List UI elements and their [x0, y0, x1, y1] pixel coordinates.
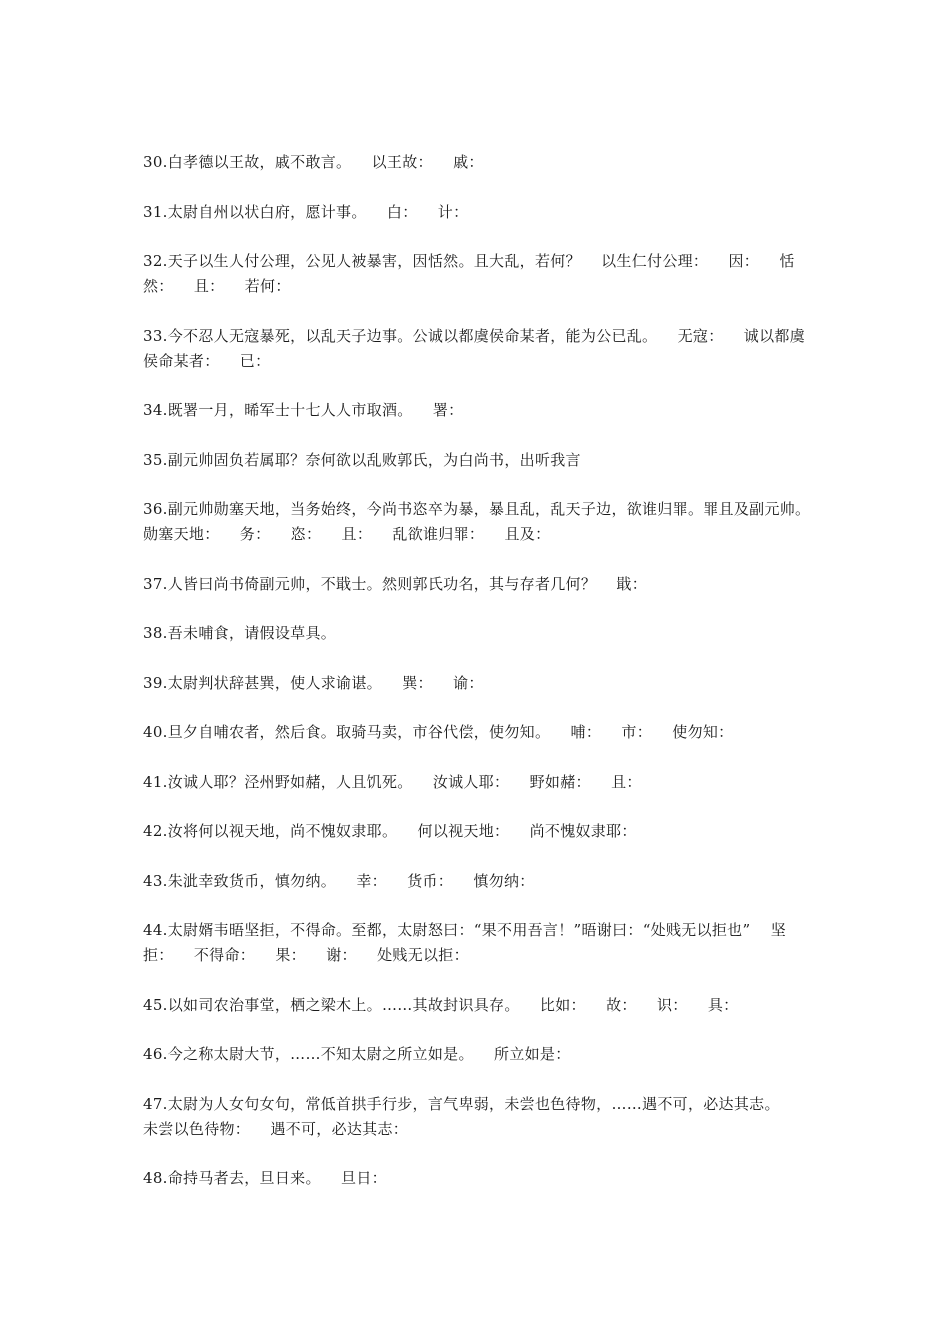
list-item: 42.汝将何以视天地，尚不愧奴隶耶。 何以视天地： 尚不愧奴隶耶： — [143, 822, 637, 840]
list-item: 45.以如司农治事堂，栖之梁木上。……其故封识具存。 比如： 故： 识： 具： — [143, 995, 739, 1014]
list-item: 47.太尉为人女句女句，常低首拱手行步，言气卑弱，未尝也色待物，……遇不可，必达其志。 未尝以色待物： 遇不可，必达其志： — [143, 1094, 801, 1138]
list-item: 34.既署一月，晞军士十七人人市取酒。 署： — [143, 401, 464, 419]
list-item: 40.旦夕自哺农者，然后食。取骑马卖，市谷代偿，使勿知。 哺： 市： 使勿知： — [143, 723, 734, 741]
list-item: 36.副元帅勋塞天地，当务始终，今尚书恣卒为暴，暴且乱，乱天子边，欲谁归罪。罪且及副元帅。 勋塞天地： 务： 恣： 且： 乱欲谁归罪： 且及： — [143, 500, 831, 543]
list-item: 39.太尉判状辞甚巽，使人求谕谌。 巽： 谕： — [143, 673, 484, 692]
list-item: 44.太尉婿韦晤坚拒，不得命。至都，太尉怒曰：“果不用吾言！”晤谢曰：“处贱无以拒也” 坚拒： 不得命： 果： 谢： 处贱无以拒： — [143, 921, 787, 964]
list-item: 35.副元帅固负若属耶？奈何欲以乱败郭氏，为白尚书，出听我言 — [143, 450, 581, 469]
list-item: 33.今不忍人无寇暴死，以乱天子边事。公诚以都虞侯命某者，能为公已乱。 无寇： 诚以都虞侯命某者： 已： — [143, 326, 806, 370]
list-item: 46.今之称太尉大节，……不知太尉之所立如是。 所立如是： — [143, 1045, 571, 1063]
list-item: 31.太尉自州以状白府，愿计事。 白： 计： — [143, 202, 469, 221]
list-item: 38.吾未哺食，请假设草具。 — [143, 624, 337, 642]
list-item: 48.命持马者去，旦日来。 旦日： — [143, 1169, 387, 1187]
list-item: 37.人皆曰尚书倚副元帅，不戢士。然则郭氏功名，其与存者几何？ 戢： — [143, 574, 648, 593]
list-item: 30.白孝德以王故，戚不敢言。 以王故： 戚： — [143, 153, 484, 171]
list-item: 41.汝诚人耶？泾州野如赭，人且饥死。 汝诚人耶： 野如赭： 且： — [143, 772, 642, 791]
list-item: 43.朱泚幸致货币，慎勿纳。 幸： 货币： 慎勿纳： — [143, 871, 535, 890]
document-body — [143, 150, 831, 1216]
list-item: 32.天子以生人付公理，公见人被暴害，因恬然。且大乱，若何？ 以生仁付公理： 因： 恬然： 且： 若何： — [143, 252, 795, 295]
